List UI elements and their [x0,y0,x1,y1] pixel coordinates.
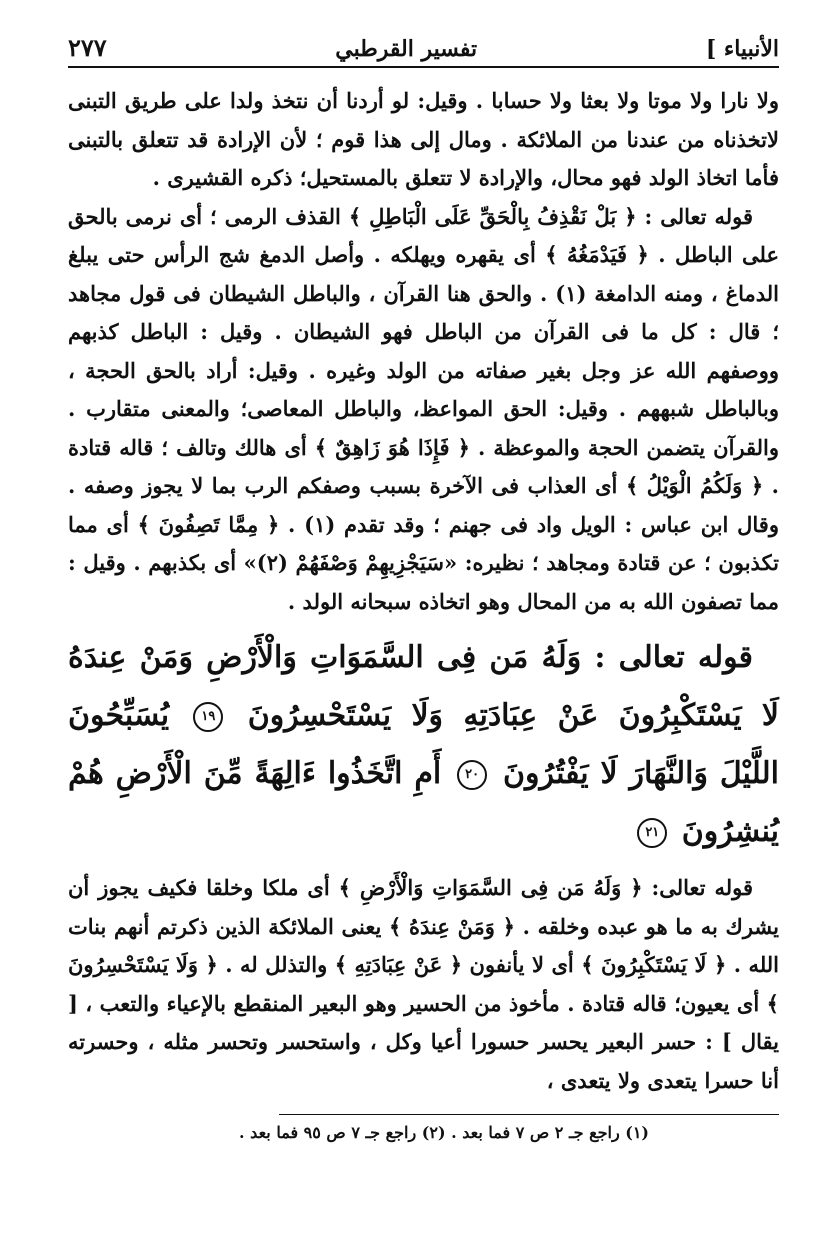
paragraph: قوله تعالى : ﴿ بَلْ نَقْذِفُ بِالْحَقِّ عَلَى الْبَاطِلِ ﴾ القذف الرمى ؛ أى نرمى بالحق على الباطل . ﴿ فَيَدْمَغُهُ ﴾ أى يقهره ويهلكه . وأصل الدمغ شج الرأس حتى يبلغ الدماغ ، ومنه الدامغة (١) . والحق هنا القرآن ، والباطل الشيطان فى قول مجاهد ؛ قال : كل ما فى القرآن من الباطل فهو الشيطان . وقيل : الباطل كذبهم ووصفهم الله عز وجل بغير صفاته من الولد وغيره . وقيل: أراد بالحق الحجة ، وبالباطل شبههم . وقيل: الحق المواعظ، والباطل المعاصى؛ والمعنى متقارب . والقرآن يتضمن الحجة والموعظة . ﴿ فَإِذَا هُوَ زَاهِقٌ ﴾ أى هالك وتالف ؛ قاله قتادة . ﴿ وَلَكُمُ الْوَيْلُ ﴾ أى العذاب فى الآخرة بسبب وصفكم الرب بما لا يجوز وصفه . وقال ابن عباس : الويل واد فى جهنم ؛ وقد تقدم (١) . ﴿ مِمَّا تَصِفُونَ ﴾ أى مما تكذبون ؛ عن قتادة ومجاهد ؛ نظيره: «سَيَجْزِيهِمْ وَصْفَهُمْ (٢)» أى بكذبهم . وقيل : مما تصفون الله به من المحال وهو اتخاذه سبحانه الولد . [68,203,780,614]
verse-text: يُسَبِّحُونَ اللَّيْلَ وَالنَّهَارَ لَا يَفْتُرُونَ [68,698,780,791]
page-header [68,26,779,68]
main-text [68,82,779,621]
verse-number-badge: ٢١ [637,818,667,848]
commentary-paragraph: قوله تعالى: ﴿ وَلَهُ مَن فِى السَّمَوَاتِ وَالْأَرْضِ ﴾ أى ملكا وخلقا فكيف يجوز أن يشرك به ما هو عبده وخلقه . ﴿ وَمَنْ عِندَهُ ﴾ يعنى الملائكة الذين ذكرتم أنهم بنات الله . ﴿ لَا يَسْتَكْبِرُونَ ﴾ أى لا يأنفون ﴿ عَنْ عِبَادَتِهِ ﴾ والتذلل له . ﴿ وَلَا يَسْتَحْسِرُونَ ﴾ أى يعيون؛ قاله قتادة . مأخوذ من الحسير وهو البعير المنقطع بالإعياء والتعب ، [ يقال ] : حسر البعير يحسر حسورا أعيا وكل ، واستحسر وتحسر مثله ، وحسرته أنا حسرا يتعدى ولا يتعدى ، [68,875,779,1093]
paragraph: ولا نارا ولا موتا ولا بعثا ولا حسابا . وقيل: لو أردنا أن نتخذ ولدا على طريق التبنى لاتخذناه من عندنا من الملائكة . ومال إلى هذا قوم ؛ لأن الإرادة قد تتعلق بالتبنى فأما اتخاذ الولد فهو محال، والإرادة لا تتعلق بالمستحيل؛ ذكره القشيرى . [68,88,779,190]
book-title: تفسير القرطبي [335,36,478,62]
verse-intro: قوله تعالى : [594,640,753,675]
verse-number-badge: ٢٠ [457,760,487,790]
footnote-divider [279,1114,779,1115]
verse-text: أَمِ اتَّخَذُوا ءَالِهَةً مِّنَ الْأَرْضِ هُمْ يُنشِرُونَ [68,756,779,849]
page-number: ٢٧٧ [68,33,107,62]
footnotes: (١) راجع جـ ٢ ص ٧ فما بعد . (٢) راجع جـ ٧ ص ٩٥ فما بعد . [239,1123,649,1142]
verse-number-badge: ١٩ [193,702,223,732]
verse-text: وَلَهُ مَن فِى السَّمَوَاتِ وَالْأَرْضِ وَمَنْ عِندَهُ لَا يَسْتَكْبِرُونَ عَنْ عِبَادَتِهِ وَلَا يَسْتَحْسِرُونَ [68,640,779,733]
quran-verse [68,629,779,861]
surah-name: الأنبياء ] [705,36,779,62]
